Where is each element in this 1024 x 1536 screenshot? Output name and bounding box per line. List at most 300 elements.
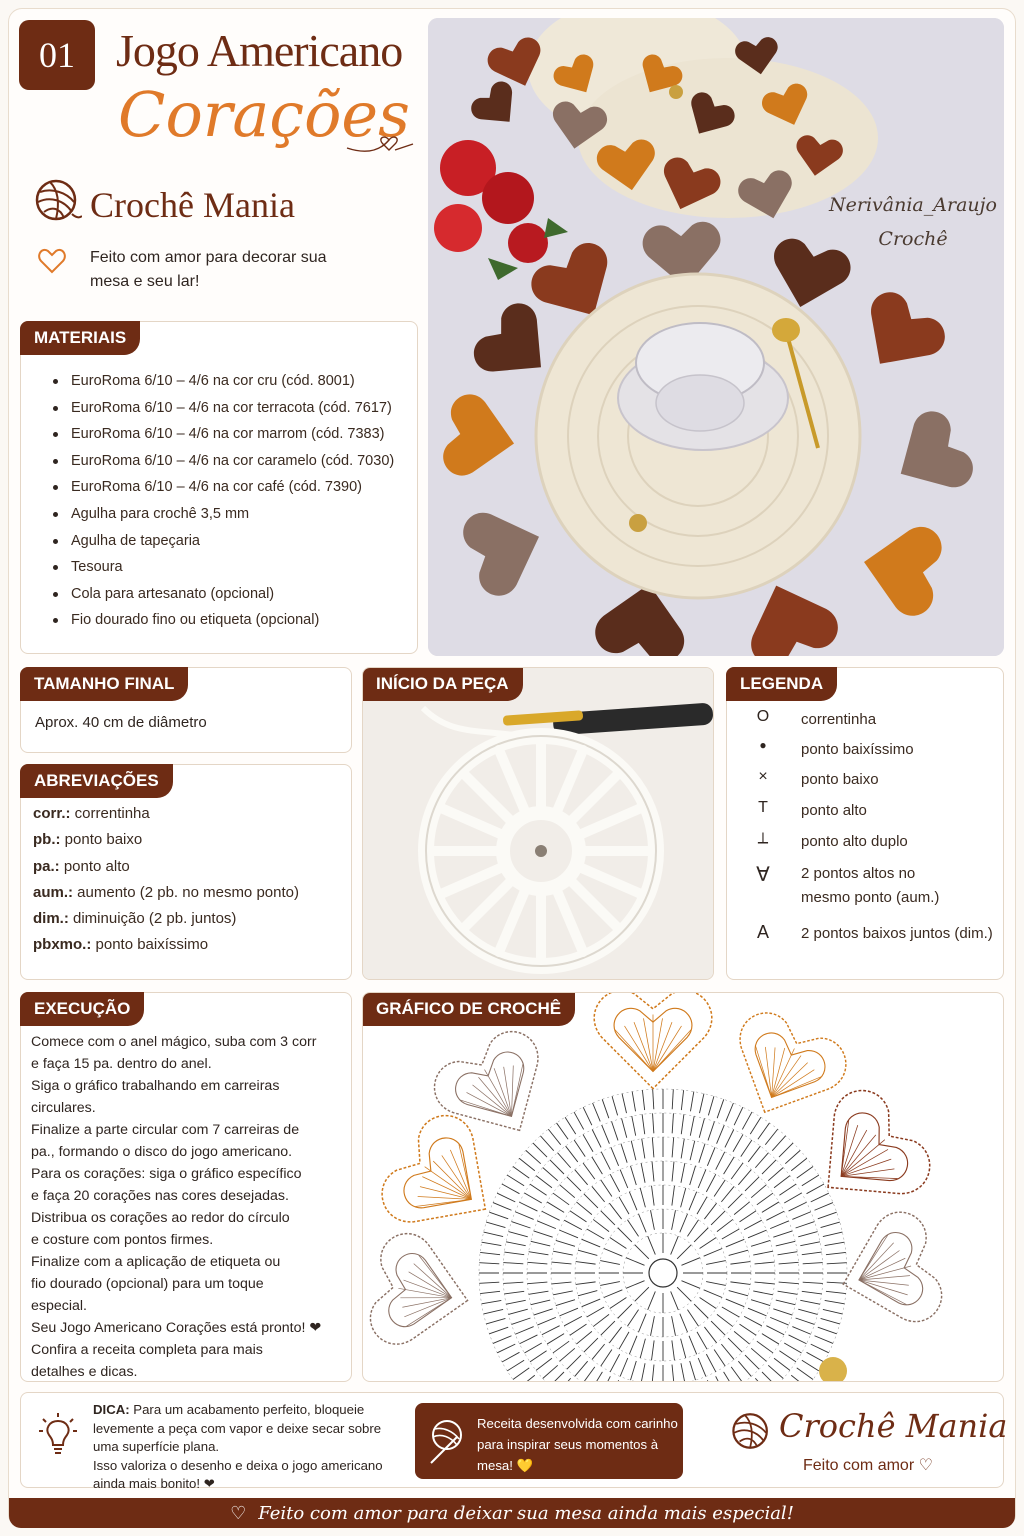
stitch-mark <box>729 1250 748 1255</box>
stitch-mark <box>755 1378 768 1382</box>
stitch-mark <box>687 1310 698 1327</box>
list-item: Fio dourado fino ou etiqueta (opcional) <box>51 607 394 634</box>
stitch-mark <box>642 1139 645 1159</box>
stitch-mark <box>542 1211 560 1220</box>
stitch-mark <box>751 1240 770 1246</box>
stitch-mark <box>604 1290 622 1298</box>
stitch-mark <box>698 1170 706 1188</box>
list-item: Tesoura <box>51 554 394 581</box>
stitch-mark <box>744 1316 762 1325</box>
stitch-mark <box>626 1281 644 1289</box>
stitch-mark <box>515 1327 533 1335</box>
execution-card <box>20 992 352 1382</box>
stitch-mark <box>821 1318 840 1324</box>
stitch-mark <box>811 1193 829 1202</box>
stitch-mark <box>826 1291 846 1293</box>
stitch-mark <box>784 1193 801 1203</box>
stitch-mark <box>652 1186 655 1206</box>
stitch-mark <box>635 1287 649 1301</box>
magic-ring-photo <box>363 668 714 980</box>
stitch-mark <box>583 1107 592 1125</box>
stitch-mark <box>744 1220 762 1229</box>
stitch-mark <box>486 1318 505 1324</box>
stitch-mark <box>779 1282 799 1284</box>
stitch-mark <box>493 1336 511 1344</box>
stitch-mark <box>773 1309 792 1315</box>
stitch-mark <box>565 1117 576 1134</box>
stitch-mark <box>543 1168 558 1181</box>
stitch-mark <box>519 1158 535 1170</box>
materials-card <box>20 321 418 654</box>
stitch-mark <box>714 1180 725 1197</box>
heart-motif <box>594 993 712 1089</box>
stitch-mark <box>700 1237 717 1248</box>
stitch-mark <box>681 1163 685 1183</box>
stitch-mark <box>827 1263 847 1264</box>
stitch-mark <box>690 1092 693 1112</box>
stitch-mark <box>630 1361 636 1380</box>
stitch-mark <box>503 1263 523 1264</box>
stitch-mark <box>560 1308 578 1316</box>
increase-icon: ∀ <box>756 864 770 886</box>
stitch-mark <box>602 1099 609 1118</box>
stitch-mark <box>681 1114 684 1134</box>
stitch-mark <box>751 1348 766 1361</box>
stitch-mark <box>717 1125 725 1143</box>
stitch-mark <box>640 1339 645 1358</box>
stitch-mark <box>482 1300 502 1303</box>
list-item: EuroRoma 6/10 – 4/6 na cor café (cód. 7390) <box>51 474 394 501</box>
stitch-mark <box>560 1230 578 1238</box>
stitch-mark <box>504 1291 524 1294</box>
stitch-mark <box>680 1214 688 1232</box>
stitch-mark <box>672 1210 676 1230</box>
stitch-mark <box>489 1327 508 1334</box>
stitch-mark <box>482 1242 502 1245</box>
stitch-mark <box>708 1096 714 1115</box>
list-item: pa.: ponto alto <box>33 857 130 875</box>
abbreviations-title: ABREVIAÇÕES <box>20 764 173 798</box>
stitch-mark <box>524 1193 541 1203</box>
stitch-mark <box>601 1152 610 1170</box>
stitch-mark <box>652 1340 655 1360</box>
stitch-mark <box>734 1107 743 1125</box>
stitch-mark <box>480 1252 500 1254</box>
stitch-mark <box>738 1361 751 1376</box>
stitch-mark <box>479 1263 499 1264</box>
stitch-mark <box>792 1327 810 1335</box>
stitch-mark <box>778 1252 798 1255</box>
stitch-mark <box>635 1245 649 1259</box>
stitch-mark <box>592 1130 601 1148</box>
stitch-mark <box>748 1308 766 1316</box>
stitch-mark <box>722 1307 739 1317</box>
treble-crochet-icon: ⟂ <box>757 830 769 847</box>
stitch-mark <box>717 1219 733 1231</box>
stitch-mark <box>815 1336 833 1344</box>
stitch-mark <box>680 1314 688 1332</box>
stitch-mark <box>553 1251 573 1255</box>
size-card <box>20 667 352 753</box>
stitch-mark <box>582 1239 600 1247</box>
single-crochet-icon: × <box>758 768 768 785</box>
stitch-mark <box>639 1314 647 1332</box>
stitch-mark <box>731 1367 743 1382</box>
stitch-mark <box>815 1203 833 1211</box>
stitch-mark <box>776 1300 795 1305</box>
stitch-mark <box>619 1197 629 1214</box>
stitch-mark <box>694 1228 708 1242</box>
stitch-mark <box>768 1365 783 1378</box>
stitch-mark <box>681 1339 686 1358</box>
stitch-mark <box>527 1262 547 1264</box>
stitch-mark <box>803 1263 823 1264</box>
decrease-icon: A <box>756 922 769 942</box>
stitch-mark <box>687 1220 698 1237</box>
chart-card <box>362 992 1004 1382</box>
slip-stitch-icon: ● <box>759 738 767 752</box>
stitch-mark <box>648 1236 656 1254</box>
stitch-mark <box>770 1221 788 1229</box>
stitch-mark <box>540 1136 553 1151</box>
stitch-mark <box>641 1363 645 1382</box>
stitch-mark <box>825 1242 845 1245</box>
stitch-mark <box>519 1375 535 1382</box>
stitch-mark <box>527 1282 547 1284</box>
stitch-mark <box>513 1167 529 1179</box>
stitch-mark <box>497 1193 515 1202</box>
stitch-mark <box>543 1365 558 1378</box>
stitch-mark <box>627 1310 638 1327</box>
stitch-mark <box>700 1297 717 1308</box>
list-item: corr.: correntinha <box>33 805 150 822</box>
stitch-mark <box>707 1380 715 1382</box>
stitch-mark <box>511 1222 530 1228</box>
stitch-mark <box>677 1287 691 1301</box>
materials-list <box>51 368 394 634</box>
stitch-mark <box>642 1090 644 1110</box>
stitch-mark <box>797 1368 813 1380</box>
stitch-mark <box>552 1282 572 1284</box>
stitch-mark <box>612 1096 618 1115</box>
size-title: TAMANHO FINAL <box>20 667 188 701</box>
stitch-mark <box>566 1146 578 1162</box>
stitch-mark <box>534 1309 553 1315</box>
stitch-mark <box>802 1360 819 1371</box>
legend-item: ● ponto baixíssimo <box>745 738 914 762</box>
stitch-mark <box>536 1358 552 1370</box>
stitch-mark <box>592 1372 602 1382</box>
stitch-mark <box>610 1237 627 1248</box>
stitch-mark <box>612 1121 618 1140</box>
stitch-mark <box>552 1262 572 1264</box>
legend-item: A 2 pontos baixos juntos (dim.) <box>745 922 993 946</box>
stitch-mark <box>592 1157 602 1174</box>
list-item: pb.: ponto baixo <box>33 831 143 849</box>
stitch-mark <box>578 1291 597 1296</box>
stitch-mark <box>524 1343 541 1353</box>
photo-watermark: Nerivânia_Araujo Crochê <box>829 194 997 250</box>
stitch-mark <box>716 1152 725 1170</box>
stitch-mark <box>699 1094 703 1113</box>
legend-item: × ponto baixo <box>745 768 879 792</box>
heart-outline-icon <box>38 248 66 274</box>
stitch-mark <box>651 1210 655 1230</box>
stitch-mark <box>497 1344 515 1353</box>
stitch-mark <box>762 1334 779 1344</box>
stitch-mark <box>734 1331 749 1344</box>
stitch-mark <box>639 1214 647 1232</box>
stitch-mark <box>704 1203 716 1219</box>
stitch-mark <box>672 1113 673 1133</box>
stitch-mark <box>484 1309 503 1313</box>
stitch-mark <box>601 1321 615 1335</box>
stitch-mark <box>629 1336 637 1354</box>
stitch-mark <box>699 1144 705 1163</box>
stitch-mark <box>648 1291 656 1309</box>
stitch-mark <box>672 1162 674 1182</box>
stitch-mark <box>567 1355 581 1369</box>
stitch-mark <box>726 1239 744 1247</box>
stitch-mark <box>725 1130 734 1148</box>
stitch-mark <box>489 1212 508 1219</box>
stitch-mark <box>632 1092 635 1112</box>
stitch-mark <box>502 1352 520 1362</box>
stitch-mark <box>697 1332 707 1349</box>
stitch-mark <box>604 1249 622 1257</box>
legend-item: ∀ 2 pontos altos no mesmo ponto (aum.) <box>745 862 939 910</box>
stitch-mark <box>772 1136 785 1151</box>
stitch-mark <box>672 1186 675 1206</box>
legend-item: ⟂ ponto alto duplo <box>745 830 908 854</box>
stitch-mark <box>564 1316 582 1325</box>
stitch-mark <box>762 1160 776 1174</box>
stitch-mark <box>548 1129 560 1145</box>
stitch-mark <box>652 1162 654 1182</box>
stitch-mark <box>557 1123 569 1139</box>
stitch-mark <box>600 1261 620 1265</box>
gold-tag <box>819 1357 847 1382</box>
stitch-mark <box>714 1349 725 1366</box>
stitch-mark <box>757 1193 773 1205</box>
stitch-mark <box>530 1351 547 1362</box>
stitch-mark <box>690 1166 696 1185</box>
tip-card <box>20 1392 1008 1491</box>
stitch-mark <box>724 1372 734 1382</box>
heart-motif <box>790 1079 941 1232</box>
page-title: Jogo Americano <box>116 25 403 76</box>
stitch-mark <box>506 1242 526 1246</box>
stitch-mark <box>611 1147 619 1165</box>
stitch-mark <box>513 1368 529 1380</box>
stitch-mark <box>508 1309 527 1314</box>
double-crochet-icon: T <box>758 799 768 816</box>
stitch-mark <box>652 1137 654 1157</box>
stitch-mark <box>632 1116 636 1136</box>
stitch-mark <box>601 1349 612 1366</box>
stitch-mark <box>503 1282 523 1283</box>
stitch-mark <box>576 1262 596 1265</box>
stitch-mark <box>726 1103 734 1121</box>
stitch-mark <box>534 1231 553 1237</box>
stitch-mark <box>593 1219 609 1231</box>
stitch-mark <box>547 1202 564 1212</box>
lightbulb-icon <box>39 1413 77 1457</box>
stitch-mark <box>755 1262 775 1264</box>
stitch-mark <box>547 1334 564 1344</box>
stitch-mark <box>602 1125 610 1143</box>
stitch-mark <box>796 1222 815 1228</box>
stitch-mark <box>583 1163 595 1179</box>
stitch-mark <box>707 1147 715 1165</box>
stitch-mark <box>706 1174 715 1192</box>
stitch-mark <box>567 1177 581 1191</box>
footer-banner <box>9 1498 1015 1528</box>
stitch-mark <box>792 1212 810 1220</box>
stitch-mark <box>611 1380 619 1382</box>
stitch-mark <box>802 1291 822 1294</box>
stitch-mark <box>757 1341 773 1353</box>
stitch-mark <box>601 1376 610 1382</box>
stitch-mark <box>750 1117 761 1134</box>
stitch-mark <box>689 1336 697 1354</box>
stitch-mark <box>609 1327 621 1343</box>
stitch-mark <box>651 1316 655 1336</box>
stitch-mark <box>770 1317 788 1325</box>
stitch-mark <box>620 1358 628 1376</box>
stitch-mark <box>726 1299 744 1307</box>
stitch-mark <box>672 1365 674 1382</box>
stitch-mark <box>802 1175 819 1186</box>
stitch-mark <box>681 1139 684 1159</box>
stitch-mark <box>751 1300 770 1306</box>
stitch-mark <box>748 1230 766 1238</box>
stitch-mark <box>520 1202 538 1211</box>
stitch-mark <box>486 1222 505 1228</box>
stitch-mark <box>704 1327 716 1343</box>
stitch-mark <box>609 1203 621 1219</box>
stitch-mark <box>556 1240 575 1246</box>
stitch-mark <box>507 1360 524 1371</box>
stitch-mark <box>619 1332 629 1349</box>
yarn-ball-logo-icon <box>32 178 82 222</box>
list-item: EuroRoma 6/10 – 4/6 na cor caramelo (cód. 7030) <box>51 448 394 475</box>
size-text: Aprox. 40 cm de diâmetro <box>35 714 207 731</box>
abbreviations-card <box>20 764 352 980</box>
stitch-mark <box>823 1232 842 1236</box>
pattern-number-badge: 01 <box>19 20 95 90</box>
chart-title: GRÁFICO DE CROCHÊ <box>362 992 575 1026</box>
start-card <box>362 667 714 980</box>
stitch-mark <box>755 1282 775 1284</box>
stitch-mark <box>558 1153 571 1168</box>
stitch-mark <box>766 1326 784 1335</box>
stitch-mark <box>766 1211 784 1220</box>
stitch-mark <box>738 1170 751 1185</box>
stitch-mark <box>558 1378 571 1382</box>
stitch-mark <box>755 1153 768 1168</box>
stitch-mark <box>531 1300 550 1305</box>
stitch-mark <box>721 1186 734 1201</box>
stitch-mark <box>797 1167 813 1179</box>
stitch-mark <box>711 1321 725 1335</box>
stitch-mark <box>531 1241 550 1246</box>
stitch-mark <box>762 1202 779 1212</box>
stitch-mark <box>800 1242 820 1246</box>
yarn-ball-logo-icon <box>729 1411 773 1451</box>
stitch-mark <box>631 1141 636 1160</box>
stitch-mark <box>584 1194 598 1208</box>
stitch-mark <box>681 1281 699 1289</box>
stitch-mark <box>630 1166 636 1185</box>
stitch-mark <box>753 1291 773 1295</box>
list-item: Agulha de tapeçaria <box>51 528 394 555</box>
stitch-mark <box>765 1129 777 1145</box>
list-item: EuroRoma 6/10 – 4/6 na cor cru (cód. 8001) <box>51 368 394 395</box>
stitch-mark <box>721 1344 734 1359</box>
stitch-mark <box>629 1192 637 1210</box>
stitch-mark <box>621 1144 627 1163</box>
stitch-mark <box>622 1118 627 1137</box>
stitch-mark <box>789 1202 807 1211</box>
stitch-mark <box>821 1222 840 1228</box>
footer-brand-name: Crochê Mania <box>779 1407 1008 1445</box>
page-subtitle: Corações <box>118 78 410 151</box>
stitch-mark <box>774 1358 790 1370</box>
stitch-mark <box>762 1372 776 1382</box>
stitch-mark <box>610 1297 627 1308</box>
stitch-mark <box>704 1290 722 1298</box>
stitch-mark <box>640 1188 645 1207</box>
footer-text: Feito com amor para deixar sua mesa ainda mais especial! <box>258 1502 794 1524</box>
stitch-mark <box>652 1365 654 1382</box>
stitch-mark <box>570 1211 587 1222</box>
stitch-mark <box>600 1282 620 1286</box>
stitch-mark <box>774 1176 790 1188</box>
magic-ring <box>649 1259 677 1287</box>
stitch-mark <box>479 1282 499 1283</box>
list-item: Agulha para crochê 3,5 mm <box>51 501 394 528</box>
stitch-mark <box>689 1192 697 1210</box>
stitch-mark <box>542 1326 560 1335</box>
stitch-mark <box>575 1170 588 1185</box>
stitch-mark <box>642 1114 645 1134</box>
stitch-mark <box>730 1262 750 1265</box>
stitch-mark <box>798 1232 817 1237</box>
stitch-mark <box>784 1343 801 1353</box>
stitch-mark <box>728 1194 742 1208</box>
heart-motif <box>714 1004 854 1135</box>
stitch-mark <box>484 1232 503 1236</box>
stitch-mark <box>672 1137 674 1157</box>
chain-stitch-icon: O <box>756 708 770 725</box>
stitch-mark <box>729 1291 748 1296</box>
stitch-mark <box>773 1231 792 1237</box>
stitch-mark <box>803 1282 823 1283</box>
stitch-mark <box>627 1220 638 1237</box>
stitch-mark <box>711 1211 725 1225</box>
stitch-mark <box>574 1140 585 1157</box>
stitch-mark <box>520 1335 538 1344</box>
stitch-mark <box>823 1309 842 1313</box>
stitch-mark <box>618 1228 632 1242</box>
stitch-mark <box>508 1232 527 1237</box>
stitch-mark <box>753 1251 773 1255</box>
stitch-mark <box>798 1309 817 1314</box>
stitch-mark <box>583 1134 593 1151</box>
stitch-mark <box>730 1282 750 1285</box>
stitch-mark <box>601 1211 615 1225</box>
